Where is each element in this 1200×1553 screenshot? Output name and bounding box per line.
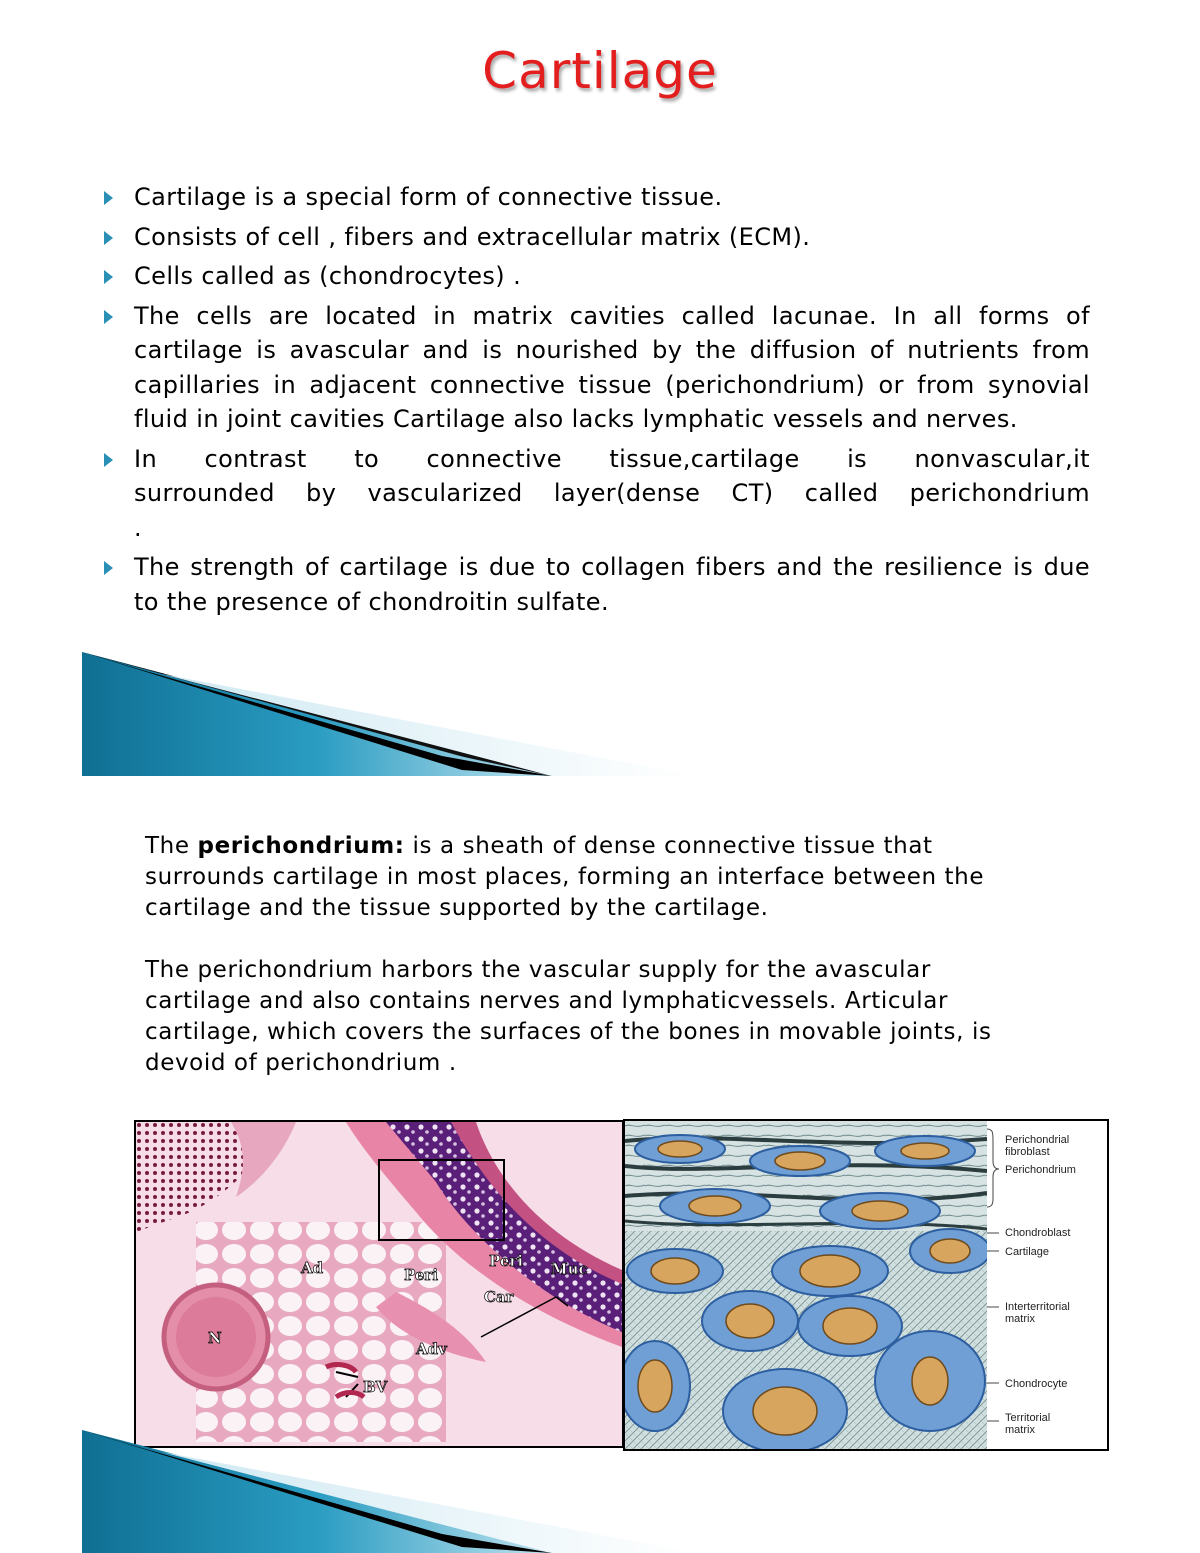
list-item xyxy=(104,180,1090,215)
triangle-bullet-icon xyxy=(104,453,113,467)
label-bv: BV xyxy=(363,1378,388,1396)
bullet-text: Cells called as (chondrocytes) . xyxy=(134,262,522,290)
bullet-list xyxy=(104,180,1090,624)
bullet-text: Cartilage is a special form of connective tissue. xyxy=(134,183,723,211)
triangle-bullet-icon xyxy=(104,310,113,324)
triangle-bullet-icon xyxy=(104,561,113,575)
label-peri-right: Peri xyxy=(489,1252,524,1270)
label-interterritorial: Interterritorial xyxy=(1005,1301,1070,1313)
label-territorial-matrix: matrix xyxy=(1005,1424,1035,1436)
bullet-text: The strength of cartilage is due to collagen fibers and the resilience is due to the presence of chondroitin sulfate. xyxy=(134,553,1090,616)
label-perichondrial: Perichondrial xyxy=(1005,1134,1070,1146)
decorative-swoosh xyxy=(82,652,697,776)
decorative-swoosh-bottom xyxy=(82,1430,697,1553)
perichondrium-paragraph xyxy=(145,831,1025,924)
label-n: N xyxy=(208,1329,222,1347)
label-muc: Muc xyxy=(551,1260,588,1278)
bullet-text: In contrast to connective tissue,cartilage is nonvascular,it surrounded by vascularized layer(dense CT) called perichondrium . xyxy=(134,444,1090,542)
triangle-bullet-icon xyxy=(104,231,113,245)
label-chondrocyte: Chondrocyte xyxy=(1005,1378,1068,1390)
label-fibroblast: fibroblast xyxy=(1005,1146,1050,1158)
list-item xyxy=(104,299,1090,437)
label-car: Car xyxy=(484,1288,514,1306)
micrograph-figure xyxy=(134,1120,624,1448)
page-title: Cartilage xyxy=(482,42,718,100)
list-item xyxy=(104,259,1090,294)
cartilage-diagram-figure xyxy=(623,1119,1109,1451)
paragraph-rest: is a sheath of dense connective tissue that surrounds cartilage in most places, forming an interface between the cartilage and the tissue supported by the cartilage. xyxy=(145,833,985,921)
triangle-bullet-icon xyxy=(104,191,113,205)
vascular-paragraph: The perichondrium harbors the vascular supply for the avascular cartilage and also contains nerves and lymphaticvessels. Articular cartilage, which covers the surfaces of the bones in movable joints, is devoid of perichondrium . xyxy=(145,957,992,1076)
label-interterritorial-matrix: matrix xyxy=(1005,1313,1035,1325)
triangle-bullet-icon xyxy=(104,270,113,284)
paragraph-lead: The xyxy=(145,833,198,859)
label-peri-left: Peri xyxy=(404,1266,439,1284)
label-territorial: Territorial xyxy=(1005,1412,1051,1424)
list-item xyxy=(104,550,1090,619)
bullet-text: Consists of cell , fibers and extracellular matrix (ECM). xyxy=(134,222,811,251)
list-item xyxy=(104,220,1090,255)
label-perichondrium: Perichondrium xyxy=(1005,1164,1076,1176)
list-item xyxy=(104,442,1090,546)
term-perichondrium: perichondrium: xyxy=(197,833,405,859)
label-cartilage: Cartilage xyxy=(1005,1246,1050,1258)
label-chondroblast: Chondroblast xyxy=(1005,1227,1071,1239)
bullet-text: The cells are located in matrix cavities called lacunae. In all forms of cartilage is avascular and is nourished by the diffusion of nutrients from capillaries in adjacent connective tissue (perichondrium) or from synovial fluid in joint cavities Cartilage also lacks lymphatic vessels and nerves. xyxy=(134,301,1090,433)
label-ad: Ad xyxy=(301,1259,324,1277)
label-adv: Adv xyxy=(416,1340,447,1358)
